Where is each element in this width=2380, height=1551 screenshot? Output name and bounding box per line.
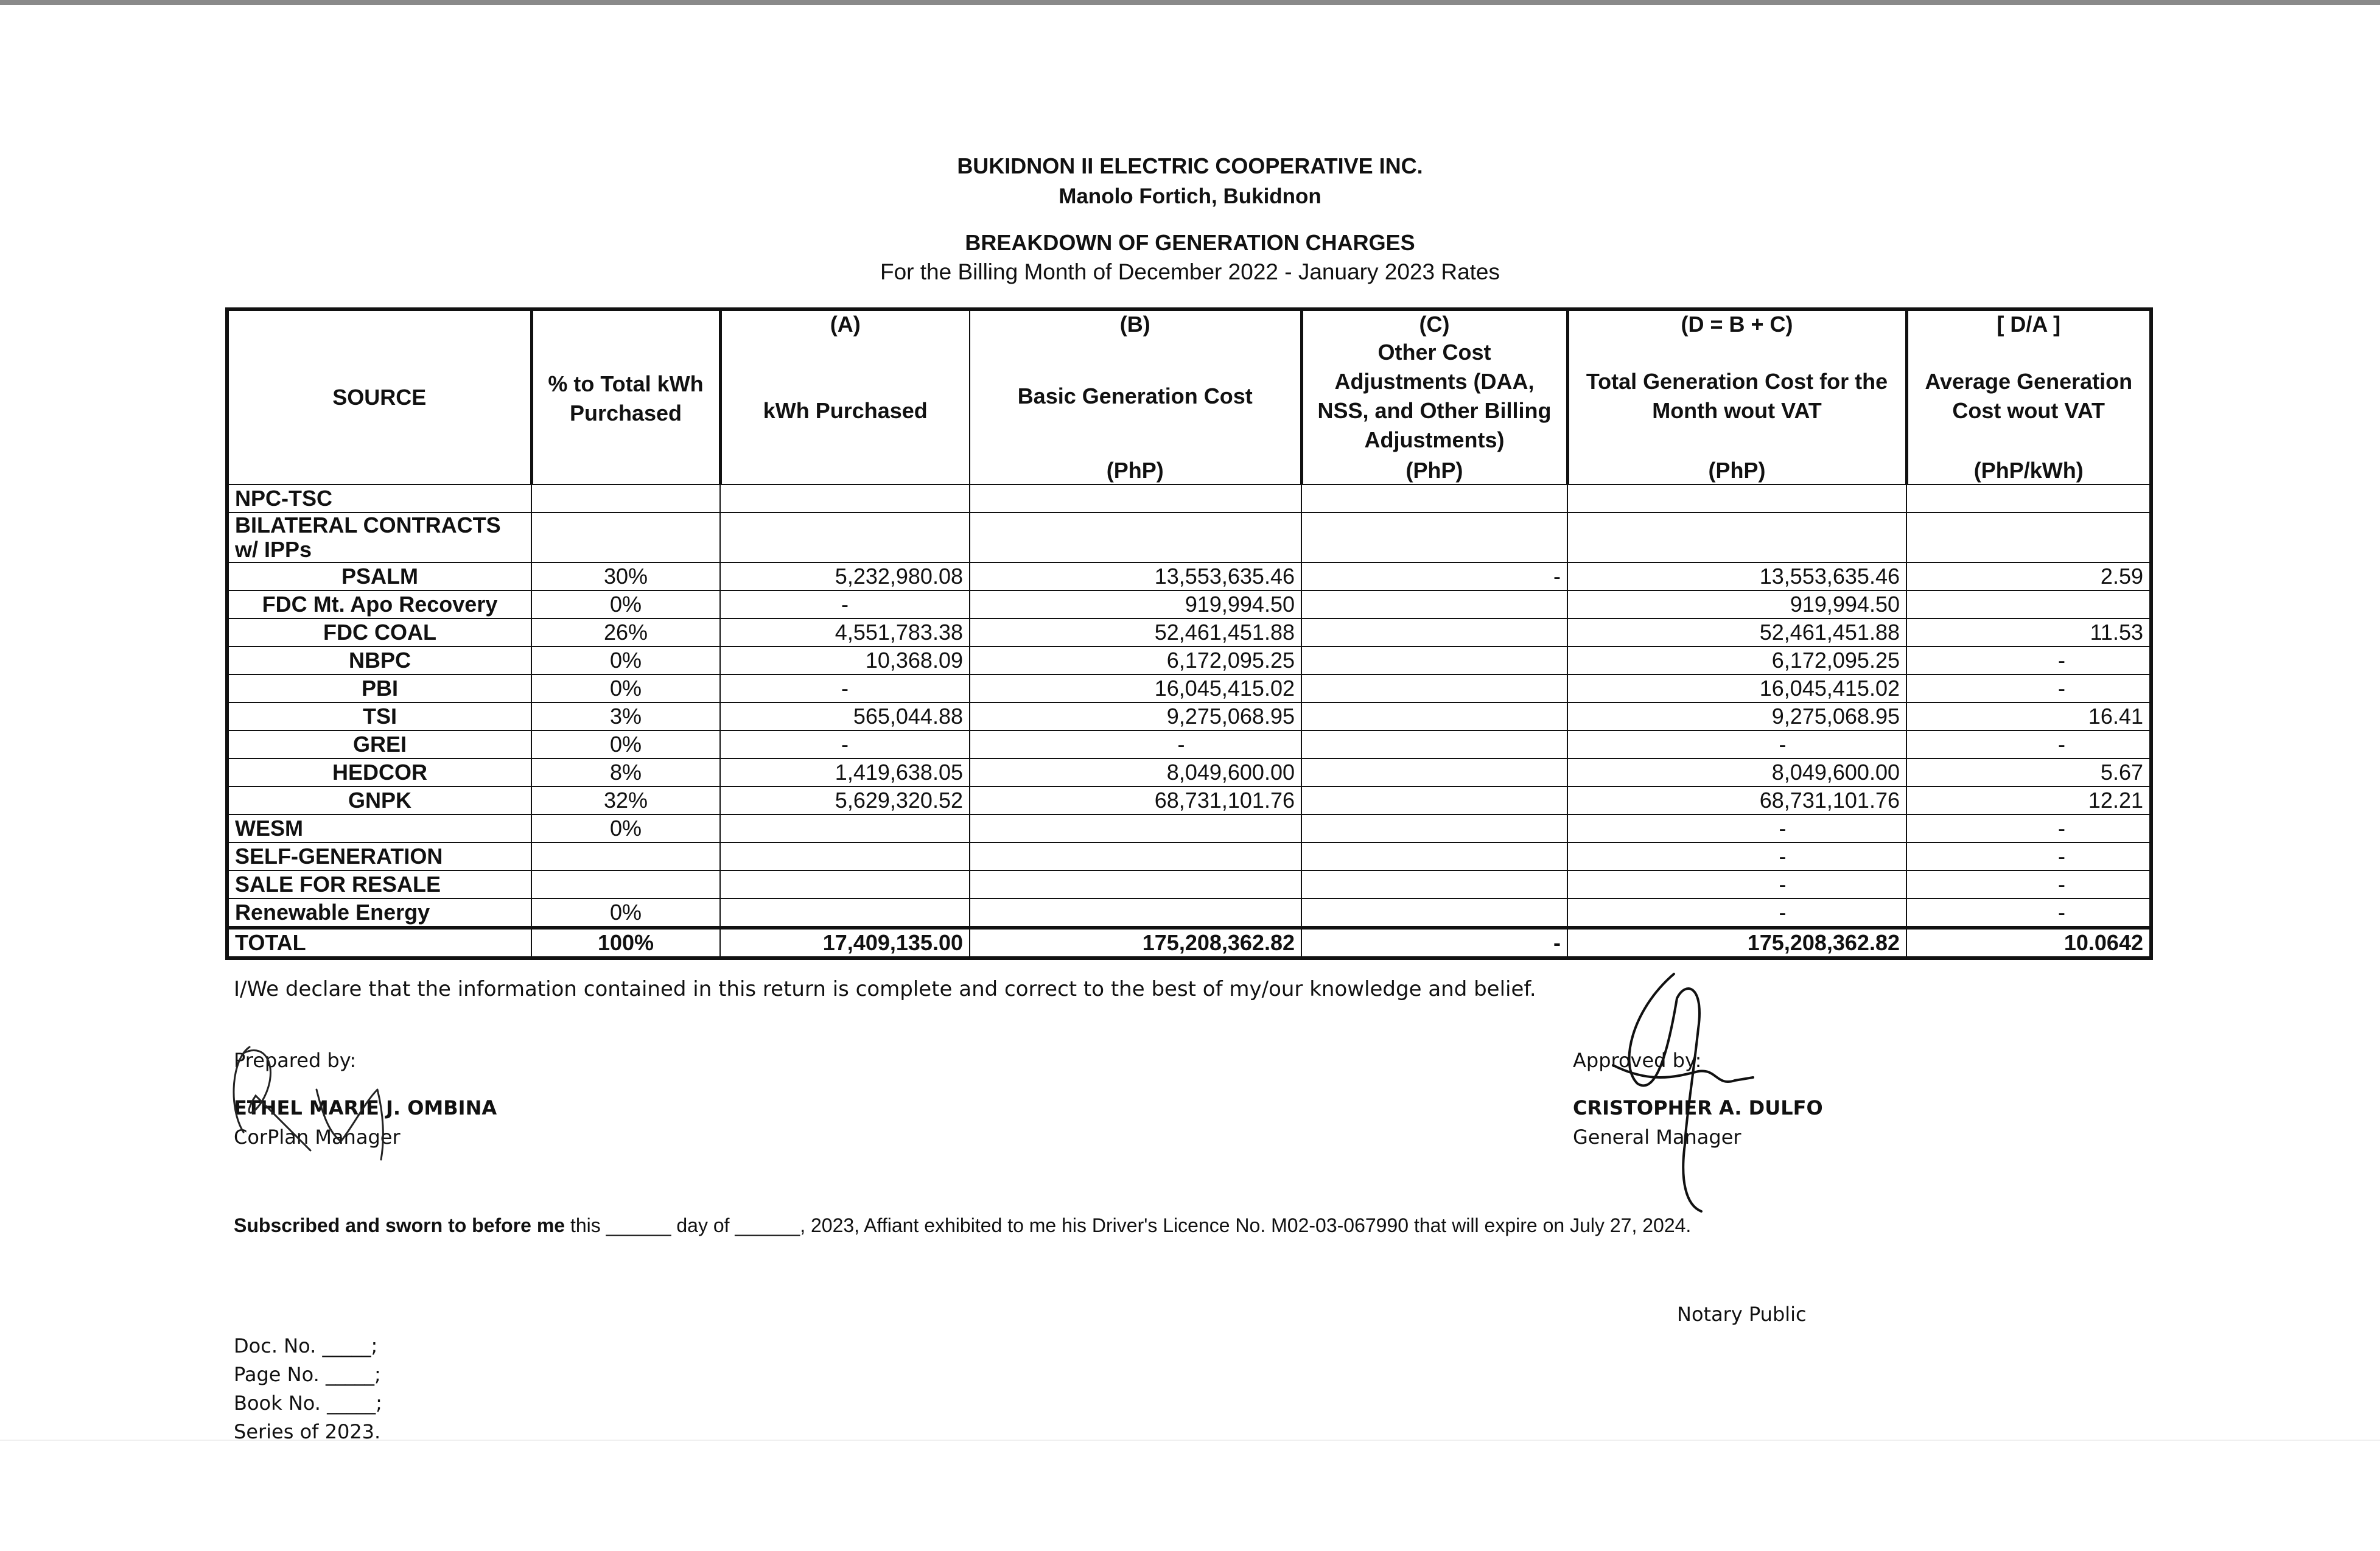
row-pct xyxy=(531,842,720,870)
row-avg-cost xyxy=(1906,590,2151,618)
series: Series of 2023. xyxy=(234,1420,381,1443)
total-source: TOTAL xyxy=(227,928,531,958)
row-kwh xyxy=(720,898,970,928)
total-avg-cost: 10.0642 xyxy=(1906,928,2151,958)
row-basic-cost xyxy=(970,870,1301,898)
row-source: GREI xyxy=(227,730,531,758)
row-kwh: 5,629,320.52 xyxy=(720,786,970,814)
row-basic-cost xyxy=(970,814,1301,842)
row-pct: 8% xyxy=(531,758,720,786)
table-header-row xyxy=(227,309,2151,485)
row-kwh: 5,232,980.08 xyxy=(720,562,970,590)
prepared-signature xyxy=(225,1035,426,1175)
sworn-text: this ______ day of ______, 2023, Affiant exhibited to me his Driver's Licence No. M02-03-067990 that will expire on July 27, 2024. xyxy=(565,1214,1692,1236)
row-avg-cost: 2.59 xyxy=(1906,562,2151,590)
table-row xyxy=(227,674,2151,702)
row-kwh: - xyxy=(720,674,970,702)
row-other-cost xyxy=(1301,870,1567,898)
row-source: TSI xyxy=(227,702,531,730)
col-pct xyxy=(531,309,720,485)
row-other-cost xyxy=(1301,730,1567,758)
table-row xyxy=(227,730,2151,758)
row-pct: 0% xyxy=(531,646,720,674)
notary-public-label: Notary Public xyxy=(1677,1303,1807,1326)
row-basic-cost: 16,045,415.02 xyxy=(970,674,1301,702)
col-b xyxy=(970,309,1301,485)
table-row xyxy=(227,590,2151,618)
row-basic-cost xyxy=(970,842,1301,870)
row-kwh xyxy=(720,513,970,562)
row-other-cost xyxy=(1301,814,1567,842)
row-other-cost xyxy=(1301,485,1567,513)
prepared-title: CorPlan Manager xyxy=(234,1126,401,1149)
row-basic-cost: 9,275,068.95 xyxy=(970,702,1301,730)
row-avg-cost: - xyxy=(1906,814,2151,842)
row-source: FDC Mt. Apo Recovery xyxy=(227,590,531,618)
row-kwh: - xyxy=(720,730,970,758)
row-pct: 0% xyxy=(531,590,720,618)
row-total-cost: 8,049,600.00 xyxy=(1567,758,1906,786)
row-source: BILATERAL CONTRACTS w/ IPPs xyxy=(227,513,531,562)
table-row xyxy=(227,618,2151,646)
doc-no: Doc. No. _____; xyxy=(234,1334,378,1357)
row-total-cost: 13,553,635.46 xyxy=(1567,562,1906,590)
row-other-cost xyxy=(1301,786,1567,814)
approved-name: CRISTOPHER A. DULFO xyxy=(1573,1096,1823,1119)
row-other-cost xyxy=(1301,513,1567,562)
row-avg-cost: - xyxy=(1906,842,2151,870)
prepared-name: ETHEL MARIE J. OMBINA xyxy=(234,1096,497,1119)
table-row xyxy=(227,513,2151,562)
sworn-bold: Subscribed and sworn to before me xyxy=(234,1214,565,1236)
row-pct: 0% xyxy=(531,730,720,758)
row-avg-cost: 16.41 xyxy=(1906,702,2151,730)
org-name: BUKIDNON II ELECTRIC COOPERATIVE INC. xyxy=(957,153,1423,178)
sworn-statement xyxy=(234,1214,1691,1237)
declaration-text: I/We declare that the information contained in this return is complete and correct to the best of my/our knowledge and belief. xyxy=(234,977,1536,1001)
total-basic-cost: 175,208,362.82 xyxy=(970,928,1301,958)
row-source: FDC COAL xyxy=(227,618,531,646)
book-no: Book No. _____; xyxy=(234,1392,382,1415)
row-avg-cost: - xyxy=(1906,674,2151,702)
col-a-code: (A) xyxy=(830,312,861,337)
col-c-unit: (PhP) xyxy=(1405,458,1463,483)
col-avg xyxy=(1906,309,2151,485)
row-avg-cost: - xyxy=(1906,898,2151,928)
total-other-cost: - xyxy=(1301,928,1567,958)
col-avg-unit: (PhP/kWh) xyxy=(1973,458,2084,483)
row-other-cost xyxy=(1301,646,1567,674)
row-other-cost xyxy=(1301,674,1567,702)
row-pct: 0% xyxy=(531,814,720,842)
row-total-cost xyxy=(1567,485,1906,513)
table-row xyxy=(227,485,2151,513)
row-avg-cost: 12.21 xyxy=(1906,786,2151,814)
row-basic-cost xyxy=(970,513,1301,562)
approved-title: General Manager xyxy=(1573,1126,1741,1149)
row-source: HEDCOR xyxy=(227,758,531,786)
col-c xyxy=(1301,309,1567,485)
notary-doc-info xyxy=(234,1332,382,1446)
row-total-cost xyxy=(1567,513,1906,562)
col-avg-code: [ D/A ] xyxy=(1997,312,2061,337)
row-other-cost xyxy=(1301,590,1567,618)
total-total-cost: 175,208,362.82 xyxy=(1567,928,1906,958)
row-basic-cost: 919,994.50 xyxy=(970,590,1301,618)
prepared-label: Prepared by: xyxy=(234,1049,357,1072)
generation-charges-table xyxy=(225,307,2153,960)
row-pct: 26% xyxy=(531,618,720,646)
row-kwh: 565,044.88 xyxy=(720,702,970,730)
col-source xyxy=(227,309,531,485)
total-pct: 100% xyxy=(531,928,720,958)
row-source: PBI xyxy=(227,674,531,702)
table-row xyxy=(227,562,2151,590)
col-pct-label: % to Total kWh Purchased xyxy=(548,371,704,425)
row-avg-cost: - xyxy=(1906,730,2151,758)
page-no: Page No. _____; xyxy=(234,1363,381,1386)
col-b-code: (B) xyxy=(1119,312,1150,337)
row-total-cost: - xyxy=(1567,898,1906,928)
col-d-unit: (PhP) xyxy=(1708,458,1766,483)
row-kwh xyxy=(720,842,970,870)
row-source: Renewable Energy xyxy=(227,898,531,928)
row-total-cost: 16,045,415.02 xyxy=(1567,674,1906,702)
approved-label: Approved by: xyxy=(1573,1049,1702,1072)
col-b-label: Basic Generation Cost xyxy=(1017,383,1253,408)
row-source: PSALM xyxy=(227,562,531,590)
document-title: BREAKDOWN OF GENERATION CHARGES xyxy=(965,230,1415,255)
row-total-cost: 6,172,095.25 xyxy=(1567,646,1906,674)
table-row xyxy=(227,702,2151,730)
row-pct: 30% xyxy=(531,562,720,590)
row-source: NBPC xyxy=(227,646,531,674)
table-total-row xyxy=(227,928,2151,958)
col-d-code: (D = B + C) xyxy=(1681,312,1793,337)
row-basic-cost: - xyxy=(970,730,1301,758)
row-pct: 32% xyxy=(531,786,720,814)
row-avg-cost: 5.67 xyxy=(1906,758,2151,786)
row-avg-cost: - xyxy=(1906,646,2151,674)
row-source: GNPK xyxy=(227,786,531,814)
row-kwh: - xyxy=(720,590,970,618)
row-avg-cost: - xyxy=(1906,870,2151,898)
row-total-cost: 52,461,451.88 xyxy=(1567,618,1906,646)
row-other-cost: - xyxy=(1301,562,1567,590)
table-row xyxy=(227,842,2151,870)
table-row xyxy=(227,814,2151,842)
total-kwh: 17,409,135.00 xyxy=(720,928,970,958)
col-avg-label: Average Generation Cost wout VAT xyxy=(1925,369,2133,423)
row-source: WESM xyxy=(227,814,531,842)
table-row xyxy=(227,646,2151,674)
col-a xyxy=(720,309,970,485)
row-pct: 0% xyxy=(531,898,720,928)
col-source-label: SOURCE xyxy=(332,385,427,410)
table-row xyxy=(227,870,2151,898)
col-d-label: Total Generation Cost for the Month wout VAT xyxy=(1586,369,1888,423)
row-source: NPC-TSC xyxy=(227,485,531,513)
row-basic-cost: 6,172,095.25 xyxy=(970,646,1301,674)
approved-signature xyxy=(1595,962,1777,1217)
row-pct xyxy=(531,485,720,513)
row-basic-cost xyxy=(970,485,1301,513)
row-source: SALE FOR RESALE xyxy=(227,870,531,898)
row-avg-cost xyxy=(1906,513,2151,562)
row-other-cost xyxy=(1301,898,1567,928)
row-kwh: 4,551,783.38 xyxy=(720,618,970,646)
row-source: SELF-GENERATION xyxy=(227,842,531,870)
row-kwh xyxy=(720,814,970,842)
row-basic-cost: 13,553,635.46 xyxy=(970,562,1301,590)
row-total-cost: - xyxy=(1567,730,1906,758)
row-basic-cost xyxy=(970,898,1301,928)
row-pct xyxy=(531,513,720,562)
row-pct: 0% xyxy=(531,674,720,702)
col-d xyxy=(1567,309,1906,485)
row-avg-cost: 11.53 xyxy=(1906,618,2151,646)
col-c-label: Other Cost Adjustments (DAA, NSS, and Other Billing Adjustments) xyxy=(1317,340,1552,452)
row-basic-cost: 8,049,600.00 xyxy=(970,758,1301,786)
col-c-code: (C) xyxy=(1419,312,1450,337)
col-b-unit: (PhP) xyxy=(1106,458,1164,483)
row-other-cost xyxy=(1301,842,1567,870)
org-address: Manolo Fortich, Bukidnon xyxy=(1059,184,1321,208)
row-other-cost xyxy=(1301,702,1567,730)
col-a-label: kWh Purchased xyxy=(763,398,928,423)
row-kwh: 1,419,638.05 xyxy=(720,758,970,786)
row-total-cost: 9,275,068.95 xyxy=(1567,702,1906,730)
table-row xyxy=(227,898,2151,928)
row-pct xyxy=(531,870,720,898)
row-other-cost xyxy=(1301,758,1567,786)
table-row xyxy=(227,786,2151,814)
row-basic-cost: 52,461,451.88 xyxy=(970,618,1301,646)
row-basic-cost: 68,731,101.76 xyxy=(970,786,1301,814)
row-total-cost: 919,994.50 xyxy=(1567,590,1906,618)
table-row xyxy=(227,758,2151,786)
row-total-cost: 68,731,101.76 xyxy=(1567,786,1906,814)
row-kwh xyxy=(720,870,970,898)
row-pct: 3% xyxy=(531,702,720,730)
row-kwh xyxy=(720,485,970,513)
row-total-cost: - xyxy=(1567,814,1906,842)
row-kwh: 10,368.09 xyxy=(720,646,970,674)
scan-top-border xyxy=(0,0,2380,5)
row-avg-cost xyxy=(1906,485,2151,513)
row-other-cost xyxy=(1301,618,1567,646)
row-total-cost: - xyxy=(1567,842,1906,870)
document-subtitle: For the Billing Month of December 2022 - January 2023 Rates xyxy=(880,259,1500,284)
row-total-cost: - xyxy=(1567,870,1906,898)
